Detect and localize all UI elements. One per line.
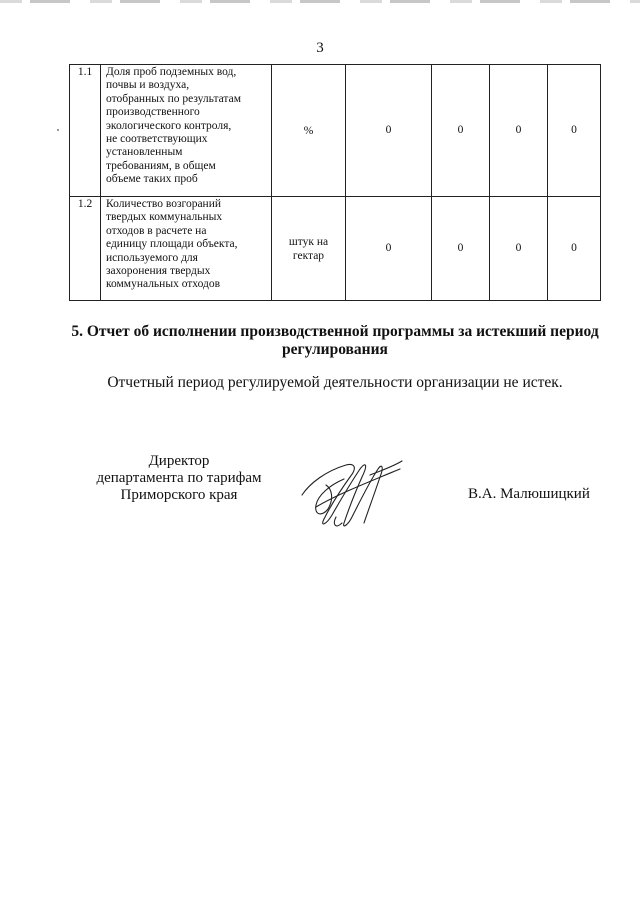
- indicator-name-line: Количество возгораний: [106, 198, 222, 210]
- section-heading-line: регулирования: [282, 341, 388, 358]
- indicator-name-line: требованиям, в общем: [106, 159, 216, 172]
- value-cell: 0: [346, 197, 432, 301]
- indicator-name-line: производственного: [106, 106, 200, 119]
- indicator-name-line: отходов в расчете на: [106, 224, 207, 237]
- value-cell: 0: [432, 197, 490, 301]
- value-cell: 0: [490, 65, 548, 197]
- value-cell: 0: [490, 197, 548, 301]
- row-number: 1.1: [70, 65, 101, 197]
- value-cell: 0: [432, 65, 490, 197]
- unit-line: %: [303, 124, 314, 137]
- signatory-title-line: департамента по тарифам: [96, 470, 262, 486]
- indicators-table: [69, 64, 601, 301]
- signature-icon: [296, 455, 406, 533]
- indicator-name-line: захоронения твердых: [106, 265, 211, 278]
- scan-speck: [57, 129, 59, 131]
- indicator-name-line: используемого для: [106, 251, 198, 264]
- indicator-name-line: почвы и воздуха,: [106, 79, 190, 92]
- indicator-name-line: не соответствующих: [106, 133, 208, 146]
- signer-name: В.А. Малюшицкий: [468, 486, 590, 502]
- indicator-name-line: единицу площади объекта,: [106, 238, 238, 251]
- value-cell: 0: [346, 65, 432, 197]
- indicator-name-line: коммунальных отходов: [106, 278, 221, 291]
- unit-cell: [272, 65, 346, 197]
- unit-cell: [272, 197, 346, 301]
- signatory-title-line: Директор: [148, 453, 210, 469]
- indicator-name-line: объеме таких проб: [106, 173, 198, 186]
- signatory-title-line: Приморского края: [120, 487, 238, 503]
- table-row: [70, 197, 601, 301]
- report-text: Отчетный период регулируемой деятельности организации не истек.: [107, 374, 563, 391]
- page-number: 3: [316, 40, 324, 56]
- indicator-name: [101, 197, 272, 301]
- indicator-name-line: экологического контроля,: [106, 119, 232, 132]
- row-number: 1.2: [70, 197, 101, 301]
- scan-top-edge: [0, 0, 640, 3]
- section-heading: [70, 323, 600, 359]
- value-cell: 0: [548, 65, 601, 197]
- indicator-name: [101, 65, 272, 197]
- unit-line: штук на: [288, 235, 329, 248]
- indicator-name-line: отобранных по результатам: [106, 92, 241, 105]
- section-heading-line: 5. Отчет об исполнении производственной программы за истекший период: [71, 323, 599, 340]
- indicator-name-line: твердых коммунальных: [106, 211, 223, 224]
- table-row: [70, 65, 601, 197]
- value-cell: 0: [548, 197, 601, 301]
- unit-line: гектар: [292, 249, 325, 262]
- indicator-name-line: Доля проб подземных вод,: [106, 66, 237, 78]
- signatory-title: [68, 453, 290, 504]
- indicator-name-line: установленным: [106, 146, 183, 159]
